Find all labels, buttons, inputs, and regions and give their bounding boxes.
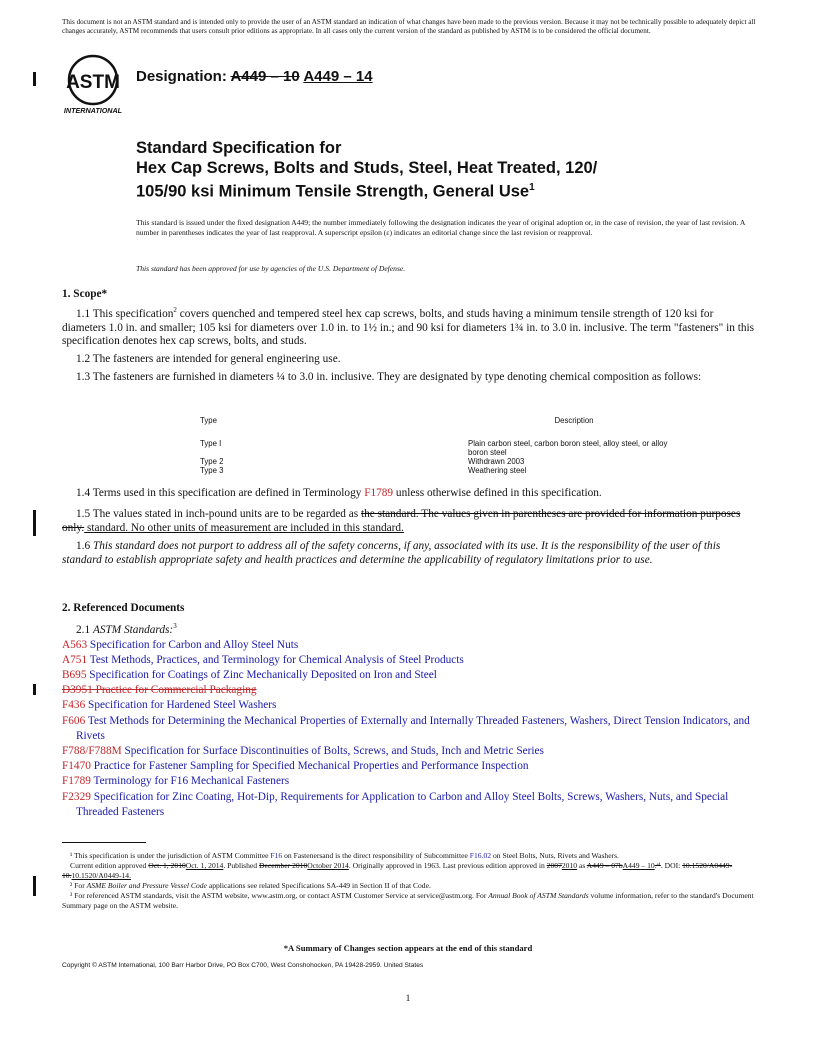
astm-logo [60, 54, 130, 116]
list-item[interactable]: F788/F788M Specification for Surface Discontinuities of Bolts, Screws, and Studs, Inch and Metric Series [62, 744, 544, 757]
list-item-deleted[interactable]: D3951 Practice for Commercial Packaging [62, 684, 257, 697]
title-line-1: Standard Specification for [136, 139, 342, 157]
type-table [200, 416, 680, 475]
list-item[interactable]: F436 Specification for Hardened Steel Washers [62, 699, 277, 712]
logo-letters: ASTM [66, 72, 120, 93]
title-line-3: 105/90 ksi Minimum Tensile Strength, General Use [136, 182, 530, 201]
change-bar [33, 510, 36, 536]
designation-new: A449 – 14 [303, 68, 373, 85]
list-item[interactable]: F1789 Terminology for F16 Mechanical Fasteners [62, 775, 290, 788]
designation [136, 68, 373, 85]
logo-org: INTERNATIONAL [63, 106, 123, 115]
footnote-3: ³ For referenced ASTM standards, visit the ASTM website, www.astm.org, or contact ASTM Customer Service at service@astm.org. For Annual Book of ASTM Standards volume information, refer to the standard's Document Summary page on the ASTM website. [62, 891, 754, 910]
description-column-header: Description [554, 416, 594, 425]
change-bar [33, 684, 36, 695]
footnote-1: ¹ This specification is under the jurisdiction of ASTM Committee F16 on Fastenersand is the direct responsibility of Subcommittee F16.02 on Steel Bolts, Nuts, Rivets and Washers. [70, 851, 619, 860]
list-item[interactable]: A751 Test Methods, Practices, and Terminology for Chemical Analysis of Steel Products [62, 653, 464, 666]
designation-label: Designation: [136, 68, 227, 85]
list-item[interactable]: B695 Specification for Coatings of Zinc Mechanically Deposited on Iron and Steel [62, 668, 437, 681]
footnote-2: ² For ASME Boiler and Pressure Vessel Code applications see related Specifications SA-449 in Section II of that Code. [70, 881, 431, 890]
table-row: Type 3 Weathering steel [200, 466, 527, 475]
footnote-rule [62, 842, 146, 843]
para-1-3: 1.3 The fasteners are furnished in diameters ¼ to 3.0 in. inclusive. They are designated by type denoting chemical composition as follows: [76, 370, 702, 383]
section-scope-cont [62, 487, 758, 568]
designation-old: A449 – 10 [230, 68, 300, 85]
para-1-6: 1.6 This standard does not purport to address all of the safety concerns, if any, associated with its use. It is the responsibility of the user of this standard to establish appropriate safety and health practices and determine the applicability of regulatory limitations prior to use. [62, 540, 721, 567]
dod-approval-note: This standard has been approved for use by agencies of the U.S. Department of Defense. [136, 264, 406, 273]
page-number: 1 [405, 994, 411, 1004]
intro-paragraph: This standard is issued under the fixed designation A449; the number immediately following the designation indicates the year of original adoption or, in the case of revision, the year of last revision. A number in parentheses indicates the year of last reapproval. A superscript epsilon (ε) indicates an editorial change since the last revision or reapproval. [136, 218, 745, 237]
list-item[interactable]: F606 Test Methods for Determining the Mechanical Properties of Externally and Internally Threaded Fasteners, Washers, Direct Tension Indicators, and Rivets [62, 714, 750, 742]
section-scope [62, 288, 758, 385]
para-1-1: 1.1 This specification$^2$ covers quenched and tempered steel hex cap screws, bolts, and studs having a minimum tensile strength of 120 ksi for diameters 1.0 in. and smaller; 105 ksi for diameters over 1.0 in. to 1½ in.; and 90 ksi for diameters 1¾ in. to 3.0 in. inclusive. The term "fasteners" in this specification denotes hex cap screws, bolts, and studs. [62, 306, 755, 348]
footnotes [62, 851, 758, 911]
para-1-5: 1.5 The values stated in inch-pound units are to be regarded as the standard. The values given in parentheses are provided for information purposes only. standard. No other units of measurement are included in this standard. [62, 507, 741, 534]
document-title [136, 138, 736, 202]
para-1-4: 1.4 Terms used in this specification are defined in Terminology F1789 unless otherwise defined in this specification. [76, 487, 602, 499]
table-row: Type I Plain carbon steel, carbon boron steel, alloy steel, or alloy boron steel [200, 439, 668, 457]
astm-standards-subheading: 2.1 ASTM Standards:$^3$ [76, 622, 177, 636]
disclaimer-text: This document is not an ASTM standard and is intended only to provide the user of an ASTM standard an indication of what changes have been made to the previous version. Because it may not be technically possible to adequately depict all changes accurately, ASTM recommends that users consult prior editions as appropriate. In all cases only the current version of the standard as published by ASTM is to be considered the official document. [62, 18, 756, 35]
title-footnote-mark: 1 [529, 182, 535, 193]
summary-of-changes-note: *A Summary of Changes section appears at the end of this standard [283, 943, 533, 953]
table-row: Type 2 Withdrawn 2003 [200, 457, 525, 466]
reference-list [62, 638, 758, 820]
list-item[interactable]: A563 Specification for Carbon and Alloy Steel Nuts [62, 638, 299, 651]
title-line-2: Hex Cap Screws, Bolts and Studs, Steel, Heat Treated, 120/ [136, 159, 598, 177]
type-column-header: Type [200, 416, 217, 425]
change-bar [33, 876, 36, 896]
copyright-line: Copyright © ASTM International, 100 Barr Harbor Drive, PO Box C700, West Conshohocken, PA 19428-2959. United States [62, 962, 424, 969]
refs-heading: 2. Referenced Documents [62, 602, 185, 614]
list-item[interactable]: F1470 Practice for Fastener Sampling for Specified Mechanical Properties and Performance Inspection [62, 760, 529, 773]
footnote-1-edition: Current edition approved Oct. 1, 2010Oct. 1, 2014. Published December 2010October 2014. Originally approved in 1963. Last previous edition approved in 20072010 as A449 – 07bA449 – 10.ᵉ¹. DOI: 10.1520/A0449-10.10.1520/A0449-14. [62, 861, 733, 880]
scope-heading: 1. Scope* [62, 288, 108, 300]
f1789-link[interactable]: F1789 [364, 487, 394, 499]
para-1-2: 1.2 The fasteners are intended for general engineering use. [76, 353, 341, 366]
change-bar [33, 72, 36, 86]
section-referenced-documents [62, 602, 758, 820]
list-item[interactable]: F2329 Specification for Zinc Coating, Hot-Dip, Requirements for Application to Carbon and Alloy Steel Bolts, Screws, Washers, Nuts, and Special Threaded Fasteners [62, 790, 729, 818]
